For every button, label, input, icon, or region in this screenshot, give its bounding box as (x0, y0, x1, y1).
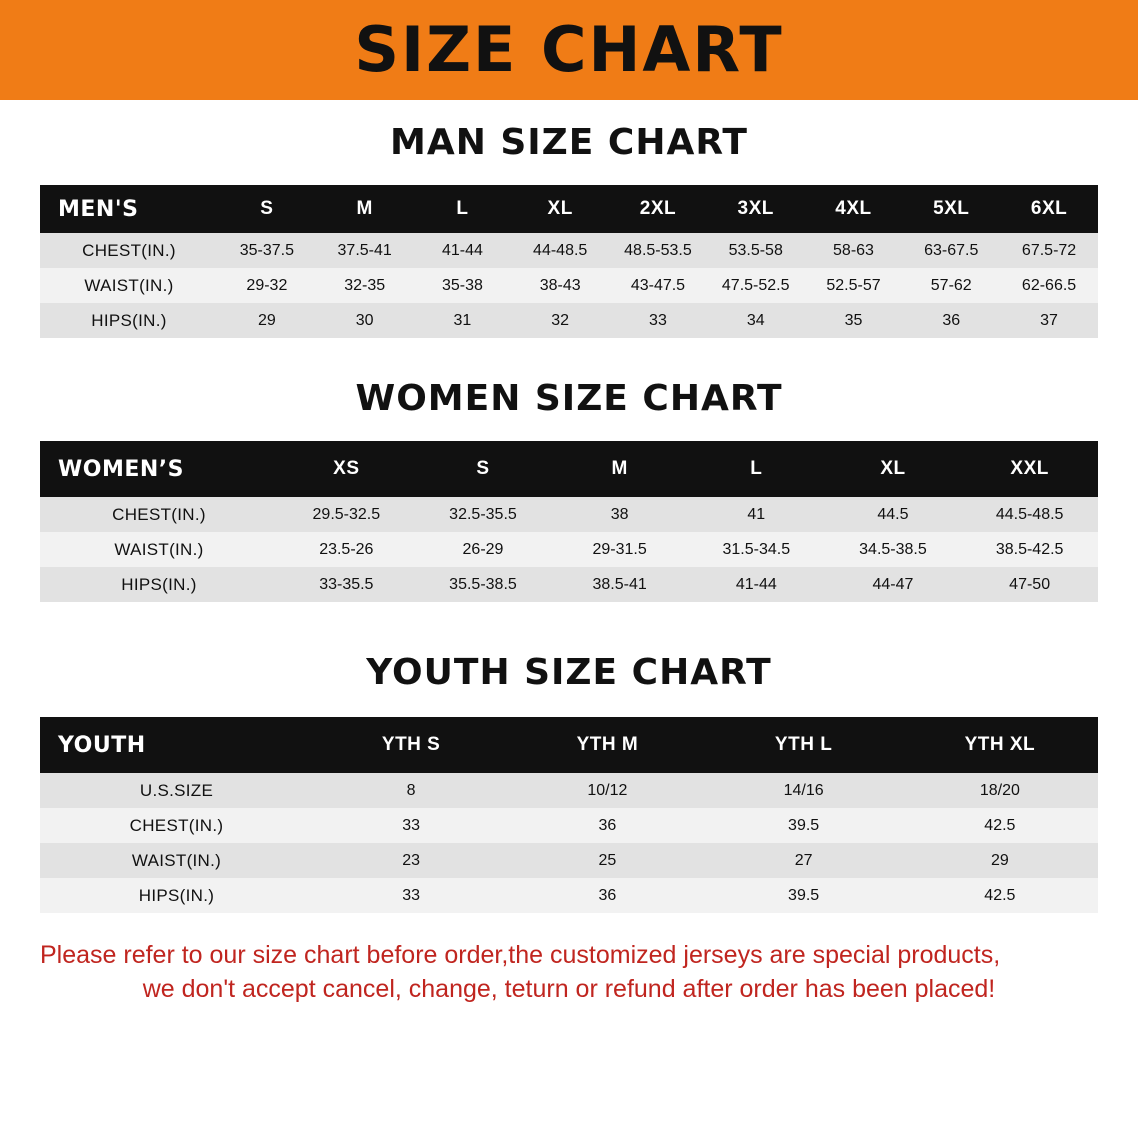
women-col-header: XL (880, 458, 906, 479)
youth-cell: 25 (598, 851, 617, 869)
women-cell: 33-35.5 (319, 575, 374, 593)
men-col-header: 2XL (639, 198, 677, 219)
youth-cell: 14/16 (783, 781, 824, 799)
men-cell: 29-32 (246, 276, 288, 294)
table-row (40, 497, 1098, 532)
youth-col-header: YTH L (774, 734, 833, 755)
women-corner-label: WOMEN’S (58, 456, 185, 482)
youth-corner-label: YOUTH (58, 732, 146, 758)
men-cell: 29 (257, 311, 276, 329)
youth-cell: 10/12 (587, 781, 628, 799)
men-cell: 33 (649, 311, 667, 329)
women-col-header: XXL (1010, 458, 1049, 479)
men-cell: 35-38 (441, 276, 483, 294)
women-col-header: S (476, 458, 490, 479)
order-policy-note (40, 939, 1098, 1007)
men-cell: 53.5-58 (728, 241, 783, 259)
women-cell: 35.5-38.5 (449, 575, 517, 593)
men-cell: 38-43 (539, 276, 581, 294)
men-cell: 35-37.5 (239, 241, 295, 259)
women-cell: 44.5-48.5 (995, 505, 1064, 523)
youth-cell: 23 (402, 851, 421, 869)
youth-cell: 18/20 (979, 781, 1020, 799)
women-cell: 44.5 (877, 505, 909, 523)
order-policy-note-line-1: Please refer to our size chart before order,the customized jerseys are special products, (40, 941, 1001, 969)
women-cell: 47-50 (1009, 575, 1051, 593)
youth-row-label: WAIST(IN.) (131, 850, 222, 870)
table-row (40, 843, 1098, 878)
men-col-header: XL (547, 198, 573, 219)
youth-col-header: YTH S (381, 734, 441, 755)
men-cell: 43-47.5 (630, 276, 686, 294)
men-cell: 48.5-53.5 (624, 241, 692, 259)
order-policy-note-line-2: we don't accept cancel, change, teturn or refund after order has been placed! (142, 974, 996, 1003)
men-cell: 30 (355, 311, 374, 329)
table-row (40, 303, 1098, 338)
youth-cell: 33 (402, 816, 421, 834)
men-cell: 41-44 (441, 241, 483, 259)
men-cell: 47.5-52.5 (721, 276, 790, 294)
men-cell: 62-66.5 (1021, 276, 1077, 294)
women-size-table (40, 441, 1098, 602)
men-row-label: HIPS(IN.) (91, 310, 167, 330)
women-row-label: WAIST(IN.) (114, 539, 204, 559)
youth-col-header: YTH M (576, 734, 639, 755)
page-banner (0, 0, 1138, 100)
men-cell: 31 (453, 311, 472, 329)
man-size-table (40, 185, 1098, 338)
youth-cell: 33 (402, 886, 421, 904)
men-col-header: S (260, 198, 274, 219)
women-cell: 38.5-42.5 (995, 540, 1064, 558)
women-cell: 31.5-34.5 (722, 540, 791, 558)
women-row-label: CHEST(IN.) (112, 504, 206, 524)
youth-section-heading: YOUTH SIZE CHART (366, 652, 772, 693)
youth-cell: 27 (794, 851, 813, 869)
women-cell: 26-29 (462, 540, 504, 558)
men-cell: 35 (844, 311, 863, 329)
women-cell: 23.5-26 (319, 540, 374, 558)
women-section-heading: WOMEN SIZE CHART (355, 378, 783, 419)
youth-row-label: U.S.SIZE (139, 780, 214, 800)
man-section-heading: MAN SIZE CHART (390, 122, 748, 163)
youth-cell: 29 (990, 851, 1009, 869)
men-row-label: WAIST(IN.) (84, 275, 174, 295)
table-row (40, 532, 1098, 567)
men-col-header: 6XL (1030, 198, 1068, 219)
men-cell: 37 (1040, 311, 1058, 329)
youth-cell: 39.5 (788, 886, 820, 904)
men-col-header: 4XL (835, 198, 872, 219)
men-col-header: 5XL (933, 198, 970, 219)
men-cell: 57-62 (930, 276, 972, 294)
men-corner-label: MEN'S (58, 196, 139, 222)
women-cell: 38 (610, 505, 629, 523)
men-cell: 32 (551, 311, 570, 329)
men-cell: 52.5-57 (826, 276, 881, 294)
women-cell: 32.5-35.5 (449, 505, 517, 523)
women-col-header: M (611, 458, 628, 479)
women-cell: 34.5-38.5 (859, 540, 927, 558)
men-cell: 63-67.5 (924, 241, 979, 259)
women-col-header: L (750, 458, 763, 479)
men-row-label: CHEST(IN.) (82, 240, 176, 260)
men-cell: 32-35 (344, 276, 386, 294)
youth-size-table (40, 717, 1098, 913)
table-row (40, 808, 1098, 843)
youth-cell: 36 (598, 886, 617, 904)
youth-cell: 39.5 (788, 816, 820, 834)
men-cell: 34 (746, 311, 765, 329)
women-cell: 41-44 (735, 575, 777, 593)
youth-cell: 36 (598, 816, 617, 834)
table-row (40, 567, 1098, 602)
men-cell: 58-63 (833, 241, 874, 259)
youth-size-table-wrapper (40, 717, 1098, 913)
women-cell: 29.5-32.5 (312, 505, 381, 523)
table-row (40, 878, 1098, 913)
table-header-row (40, 717, 1098, 773)
youth-cell: 42.5 (984, 816, 1016, 834)
men-cell: 36 (942, 311, 961, 329)
youth-row-label: HIPS(IN.) (138, 885, 215, 905)
women-cell: 41 (747, 505, 766, 523)
women-cell: 29-31.5 (592, 540, 647, 558)
table-header-row (40, 185, 1098, 233)
women-cell: 38.5-41 (592, 575, 647, 593)
table-header-row (40, 441, 1098, 497)
table-row (40, 773, 1098, 808)
youth-col-header: YTH XL (964, 734, 1036, 755)
youth-row-label: CHEST(IN.) (129, 815, 224, 835)
women-size-table-wrapper (40, 441, 1098, 602)
man-size-table-wrapper (40, 185, 1098, 338)
women-cell: 44-47 (872, 575, 914, 593)
youth-cell: 8 (406, 781, 416, 799)
youth-cell: 42.5 (984, 886, 1016, 904)
men-cell: 67.5-72 (1021, 241, 1077, 259)
men-cell: 37.5-41 (337, 241, 392, 259)
page-title: SIZE CHART (354, 13, 784, 86)
table-row (40, 233, 1098, 268)
men-col-header: 3XL (737, 198, 774, 219)
women-col-header: XS (333, 458, 360, 479)
men-col-header: L (456, 198, 469, 219)
women-row-label: HIPS(IN.) (121, 574, 197, 594)
men-cell: 44-48.5 (533, 241, 588, 259)
men-col-header: M (356, 198, 373, 219)
table-row (40, 268, 1098, 303)
